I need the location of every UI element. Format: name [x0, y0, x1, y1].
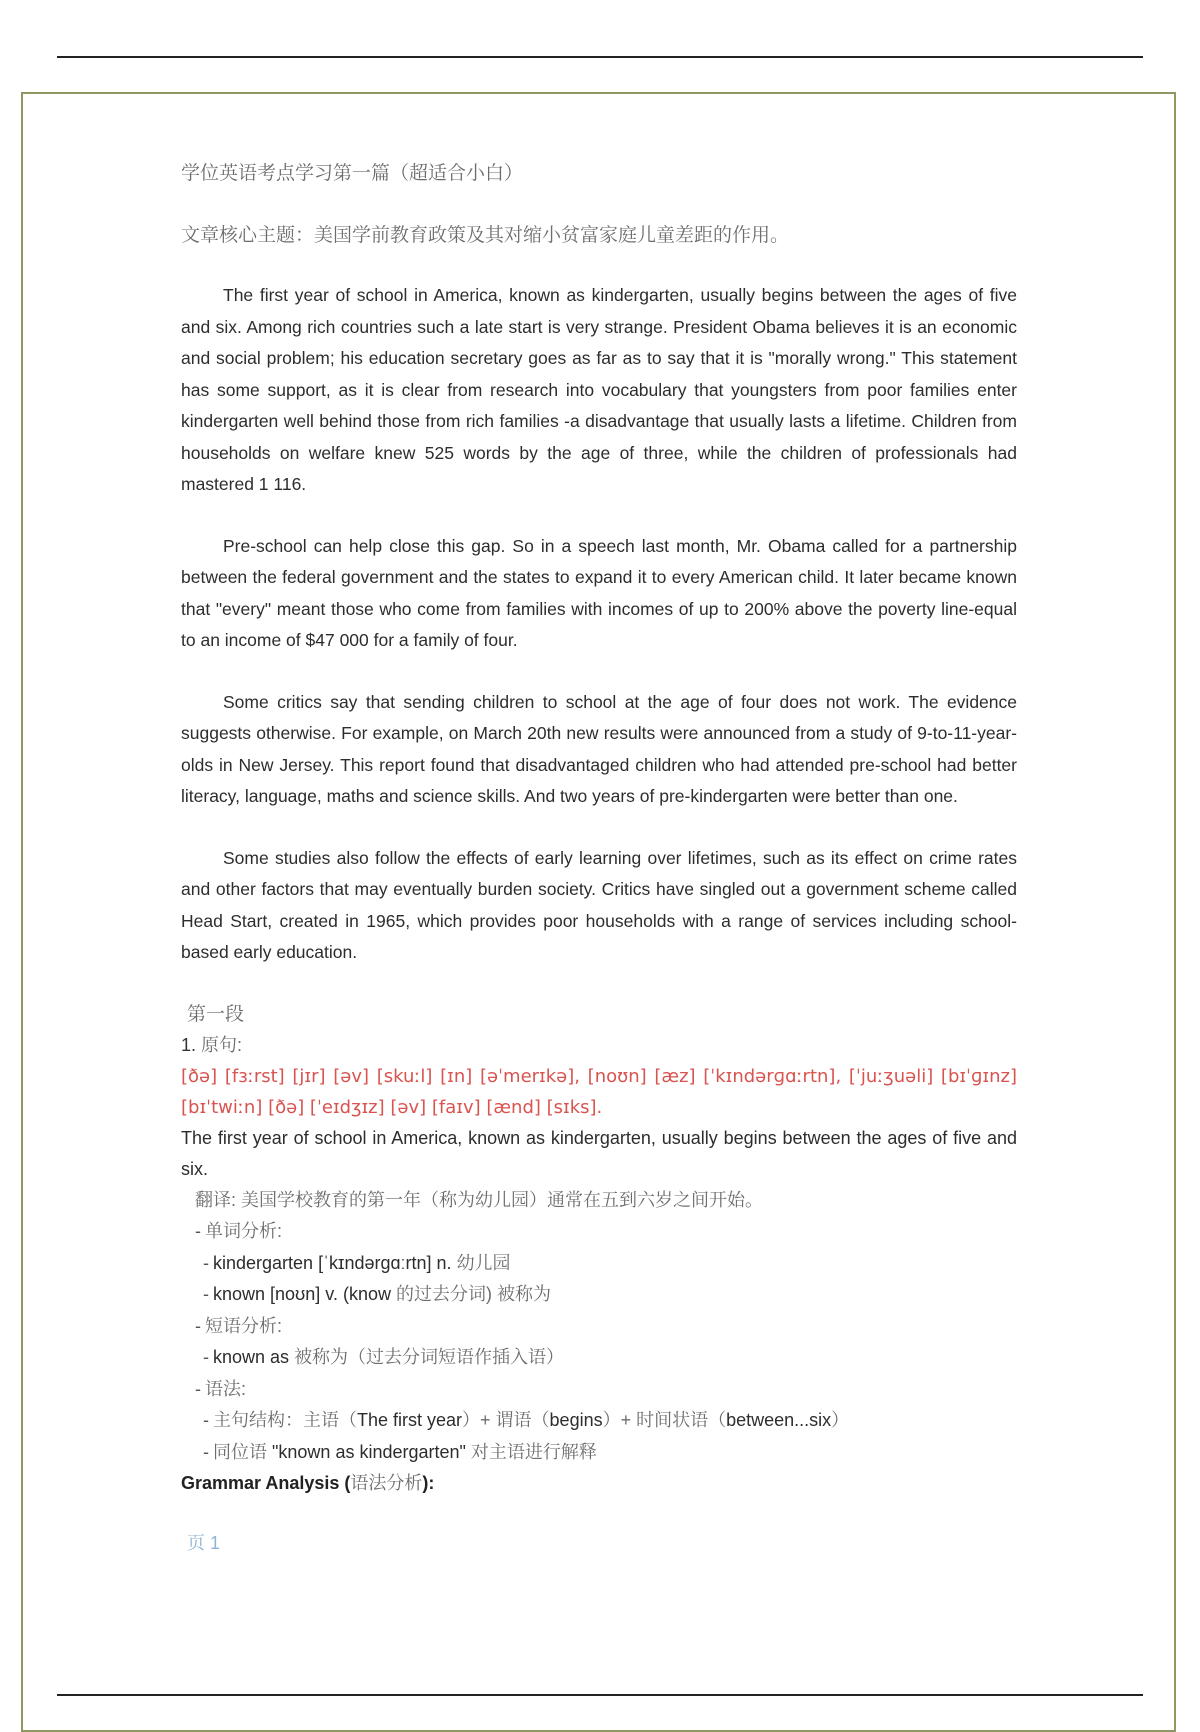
bottom-rule	[57, 1694, 1143, 1696]
grammar-en: between...six	[726, 1410, 832, 1430]
vocab-item	[195, 1248, 1017, 1280]
analysis-section	[181, 999, 1017, 1556]
document-title: 学位英语考点学习第一篇（超适合小白）	[181, 163, 524, 184]
vocab-en: kindergarten [ˈkɪndərɡɑːrtn] n.	[213, 1252, 452, 1273]
paragraph-3: Some critics say that sending children to school at the age of four does not work. The evidence suggests otherwise. For example, on March 20th new results were announced from a study of 9-to-11-year-olds in New Jersey. This report found that disadvantaged children who had attended pre-school had better literacy, language, maths and science skills. And two years of pre-kindergarten were better than one.	[181, 691, 1017, 806]
original-label-text: 原句:	[201, 1034, 243, 1055]
grammar-cn: 同位语	[213, 1441, 273, 1462]
grammar-cn: ）+ 时间状语（	[602, 1410, 727, 1430]
bullet-dash: -	[203, 1441, 209, 1462]
grammar-cn: 对主语进行解释	[465, 1441, 597, 1462]
sentence-analysis	[195, 1185, 1017, 1469]
bullet-dash: -	[203, 1284, 209, 1304]
bullet-dash: -	[203, 1347, 209, 1367]
bullet-dash: -	[195, 1221, 201, 1241]
bullet-dash: -	[195, 1315, 201, 1336]
grammar-cn: ）+ 谓语（	[462, 1410, 550, 1430]
grammar-analysis-heading	[181, 1468, 1017, 1499]
grammar-item	[195, 1437, 1017, 1469]
grammar-en: "known as kindergarten"	[272, 1441, 466, 1462]
vocab-item	[195, 1279, 1017, 1311]
vocab-en: known [noʊn] v. (know	[213, 1284, 391, 1304]
bullet-dash: -	[203, 1252, 209, 1273]
grammar-en: The first year	[357, 1410, 463, 1430]
grammar-en: begins	[549, 1410, 603, 1430]
translation: 翻译: 美国学校教育的第一年（称为幼儿园）通常在五到六岁之间开始。	[195, 1189, 763, 1210]
phonetic-transcription: [ðə] [fɜːrst] [jɪr] [əv] [skuːl] [ɪn] [əˈmerɪkə], [noʊn] [æz] [ˈkɪndərɡɑːrtn], [ˈjuːʒuəli] [bɪˈɡɪnz] [bɪˈtwiːn] [ðə] [ˈeɪdʒɪz] [əv] [faɪv] [ænd] [sɪks].	[181, 1065, 1017, 1118]
vocab-cn: 的过去分词) 被称为	[396, 1284, 551, 1304]
phrase-item	[195, 1342, 1017, 1374]
grammar-cn: ）	[831, 1410, 850, 1430]
grammar-analysis-cn: 语法分析	[350, 1473, 423, 1493]
section-label: 第一段	[187, 1003, 245, 1025]
grammar-heading-text: 语法:	[205, 1378, 247, 1399]
phrase-en: known as	[213, 1347, 290, 1367]
paragraph-2: Pre-school can help close this gap. So in a speech last month, Mr. Obama called for a partnership between the federal government and the states to expand it to every American child. It later became known that "every" meant those who come from families with incomes of up to 200% above the poverty line-equal to an income of $47 000 for a family of four.	[181, 535, 1017, 650]
phrase-heading-text: 短语分析:	[205, 1315, 283, 1336]
phrase-cn: 被称为（过去分词短语作插入语）	[294, 1347, 565, 1367]
original-number: 1.	[181, 1034, 197, 1055]
document-theme: 文章核心主题：美国学前教育政策及其对缩小贫富家庭儿童差距的作用。	[181, 225, 790, 246]
vocab-heading	[195, 1216, 1017, 1248]
original-sentence-label	[181, 1030, 1017, 1061]
original-sentence: The first year of school in America, known as kindergarten, usually begins between the ages of five and six.	[181, 1127, 1017, 1179]
phrase-heading	[195, 1311, 1017, 1343]
grammar-analysis-en: Grammar Analysis (	[181, 1473, 351, 1493]
vocab-heading-text: 单词分析:	[205, 1221, 283, 1241]
grammar-heading	[195, 1374, 1017, 1406]
grammar-analysis-end: ):	[422, 1473, 435, 1493]
bullet-dash: -	[203, 1410, 209, 1430]
top-rule	[57, 56, 1143, 58]
paragraph-4: Some studies also follow the effects of early learning over lifetimes, such as its effect on crime rates and other factors that may eventually burden society. Critics have singled out a government scheme called Head Start, created in 1965, which provides poor households with a range of services including school-based early education.	[181, 847, 1017, 962]
grammar-cn: 主句结构：主语（	[213, 1410, 357, 1430]
document-body	[181, 160, 1017, 1573]
paragraph-1: The first year of school in America, known as kindergarten, usually begins between the ages of five and six. Among rich countries such a late start is very strange. President Obama believes it is an economic and social problem; his education secretary goes as far as to say that it is "morally wrong." This statement has some support, as it is clear from research into vocabulary that youngsters from poor families enter kindergarten well behind those from rich families -a disadvantage that usually lasts a lifetime. Children from households on welfare knew 525 words by the age of three, while the children of professionals had mastered 1 116.	[181, 285, 1017, 494]
vocab-cn: 幼儿园	[456, 1252, 511, 1273]
page-number: 页 1	[187, 1533, 221, 1553]
bullet-dash: -	[195, 1378, 201, 1399]
grammar-item	[195, 1405, 1017, 1437]
